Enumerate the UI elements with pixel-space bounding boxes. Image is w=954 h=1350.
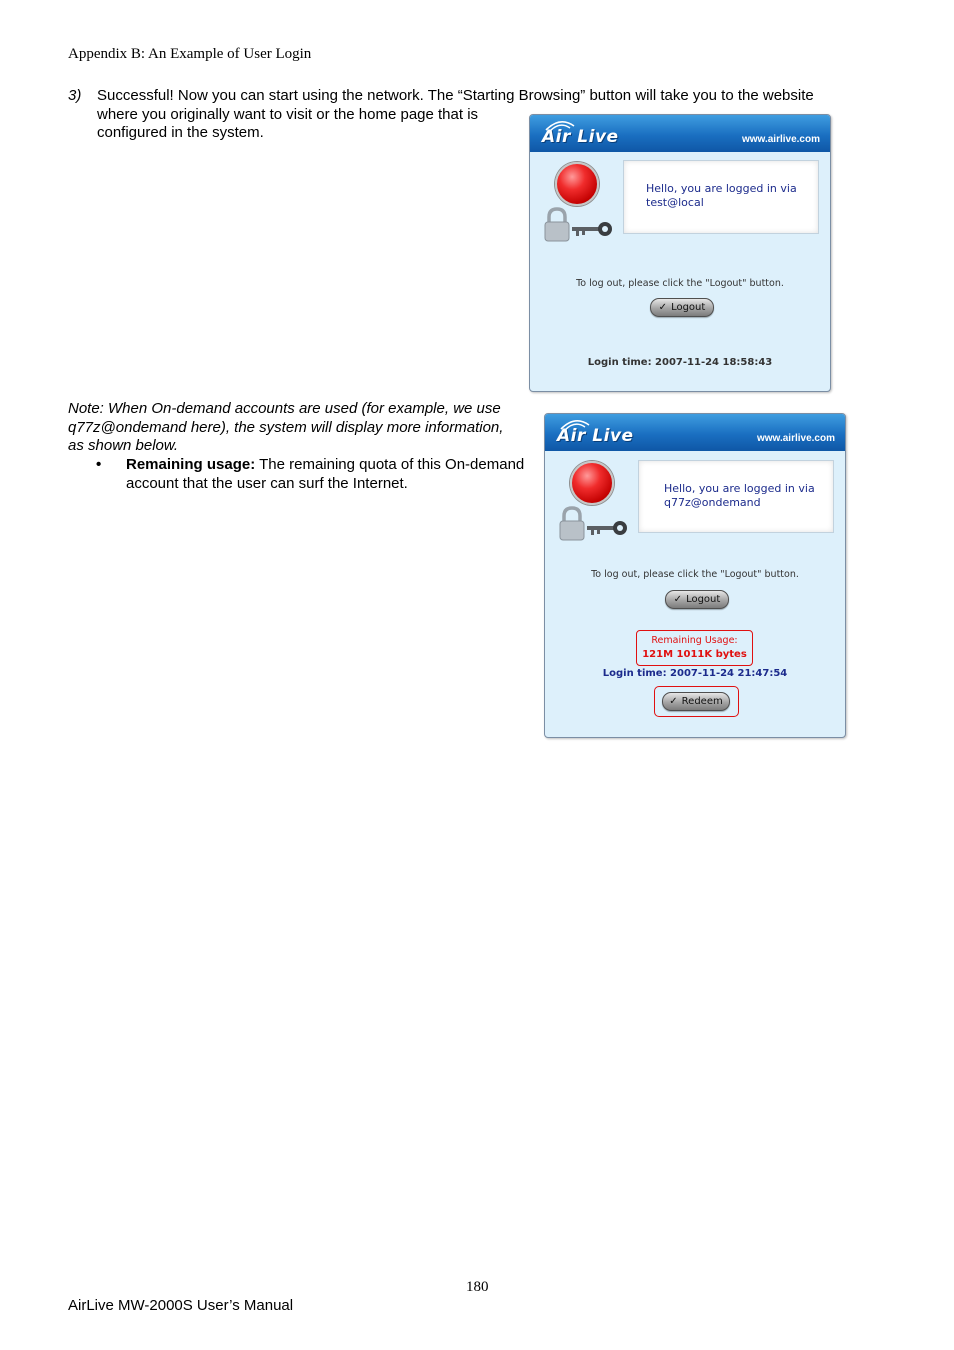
airlive-logo	[540, 118, 636, 150]
logout-instruction: To log out, please click the "Logout" button.	[591, 569, 799, 580]
redeem-button[interactable]	[662, 692, 730, 711]
airlive-logo	[555, 417, 651, 449]
page-number: 180	[466, 1279, 489, 1295]
page-header: Appendix B: An Example of User Login	[68, 46, 312, 62]
check-icon: ✓	[673, 594, 683, 605]
message-box	[638, 460, 834, 533]
hello-text: Hello, you are logged in via	[664, 482, 815, 495]
check-icon: ✓	[658, 302, 668, 313]
stop-circle-icon	[570, 461, 614, 505]
panel-header	[545, 414, 845, 451]
redeem-button-label: Redeem	[681, 696, 723, 707]
brand-name: Air Live	[557, 426, 634, 446]
logout-button[interactable]	[665, 590, 729, 609]
step-line: Successful! Now you can start using the network. The “Starting Browsing” button will take you to the website	[97, 87, 814, 104]
lock-key-icon	[544, 207, 614, 243]
check-icon: ✓	[669, 696, 678, 707]
step-line: where you originally want to visit or the home page that is	[97, 105, 479, 123]
bullet-description: The remaining quota of this On-demand account that the user can surf the Internet.	[126, 456, 525, 492]
login-success-panel	[529, 114, 831, 392]
remaining-usage-label: Remaining Usage:	[651, 635, 738, 646]
footer-title: AirLive MW-2000S User’s Manual	[68, 1297, 294, 1314]
brand-name: Air Live	[542, 127, 619, 147]
site-url[interactable]: www.airlive.com	[742, 134, 820, 145]
site-url[interactable]: www.airlive.com	[757, 433, 835, 444]
remaining-usage-box	[636, 630, 753, 666]
username-text: q77z@ondemand	[664, 496, 761, 509]
step-number: 3)	[68, 87, 82, 104]
stop-circle-icon	[555, 162, 599, 206]
bullet-item	[126, 456, 526, 493]
username-text: test@local	[646, 196, 704, 209]
logout-button[interactable]	[650, 298, 714, 317]
login-time: Login time: 2007-11-24 18:58:43	[587, 357, 773, 368]
step-line: configured in the system.	[97, 124, 264, 141]
logout-button-label: Logout	[686, 594, 721, 605]
logout-instruction: To log out, please click the "Logout" button.	[576, 278, 784, 289]
lock-key-icon	[559, 506, 629, 542]
note-paragraph: Note: When On-demand accounts are used (for example, we use q77z@ondemand here), the system will display more information, as shown below.	[68, 400, 504, 454]
bullet-label: Remaining usage:	[126, 456, 256, 473]
message-box	[623, 160, 819, 234]
panel-header	[530, 115, 830, 152]
remaining-usage-value: 121M 1011K bytes	[642, 649, 747, 660]
bullet-marker: •	[96, 456, 102, 473]
hello-text: Hello, you are logged in via	[646, 182, 797, 195]
login-time: Login time: 2007-11-24 21:47:54	[602, 668, 788, 679]
ondemand-login-panel	[544, 413, 846, 738]
logout-button-label: Logout	[671, 302, 706, 313]
